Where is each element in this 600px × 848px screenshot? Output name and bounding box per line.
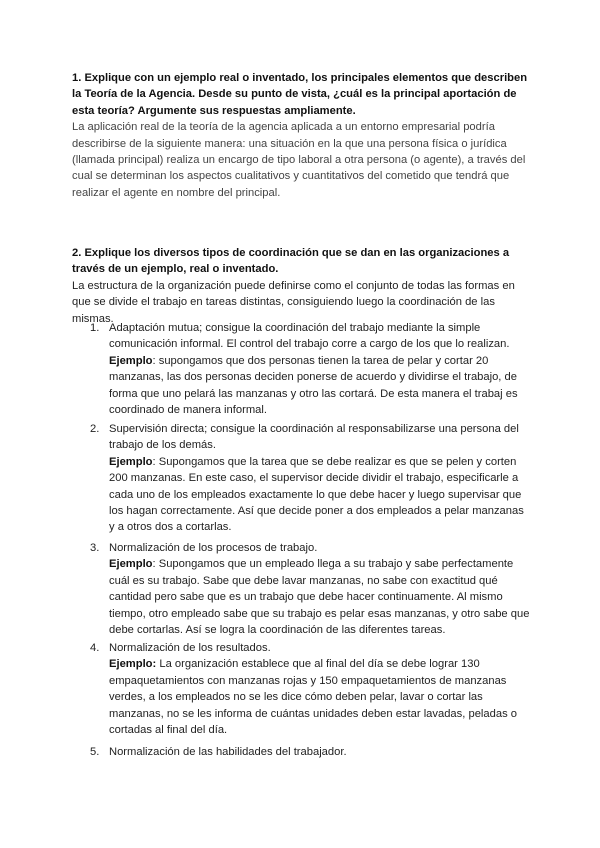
example-line: los hagan correctamente. Así que decide poner a dos empleados a pelar manzanas — [109, 505, 524, 518]
example-line: verdes, a los empleados no se les dice cómo deben pelar, lavar o cortar las — [109, 691, 483, 704]
example-text: : Supongamos que la tarea que se debe realizar es que se pelen y corten — [152, 455, 517, 468]
list-item-5 — [90, 744, 347, 760]
example-line: cada uno de los empleados exactamente lo que debe hacer y luego supervisar que — [109, 488, 522, 501]
answer-line: cual se determinan los aspectos cualitativos y cuantitativos del cometido que tendrá que — [72, 170, 510, 183]
item-line: trabajo de los demás. — [109, 439, 216, 452]
example-line: coordinado de manera informal. — [109, 404, 267, 417]
example-line: cortadas al final del día. — [109, 724, 228, 737]
example-line: manzanas, no se les informa de cuántas unidades deben estar lavadas, peladas o — [109, 707, 517, 720]
example-label: Ejemplo — [109, 455, 153, 468]
example-line: manzanas, las dos personas deciden ponerse de acuerdo y dividirse el trabajo, de — [109, 371, 517, 384]
item-line: Adaptación mutua; consigue la coordinación del trabajo mediante la simple — [109, 322, 481, 334]
heading-line: 2. Explique los diversos tipos de coordinación que se dan en las organizaciones a — [72, 247, 510, 259]
question-1 — [72, 70, 527, 201]
example-line: cuál es su trabajo. Sabe que debe lavar manzanas, no sabe con exactitud qué — [109, 574, 498, 587]
question-1-answer — [72, 119, 527, 201]
question-2-heading — [72, 245, 515, 278]
item-line: Normalización de los resultados. — [109, 642, 271, 654]
example-text: : supongamos que dos personas tienen la tarea de pelar y cortar 20 — [152, 354, 489, 367]
list-number: 5. — [90, 746, 100, 758]
example-label: Ejemplo — [109, 558, 153, 571]
answer-line: La estructura de la organización puede definirse como el conjunto de todas las formas en — [72, 279, 515, 292]
list-item-3 — [90, 540, 529, 638]
item-line: Normalización de los procesos de trabajo. — [109, 542, 318, 554]
example-label: Ejemplo: — [109, 658, 157, 671]
example-text: : Supongamos que un empleado llega a su trabajo y sabe perfectamente — [152, 558, 514, 571]
item-line: comunicación informal. El control del trabajo corre a cargo de los que lo realizan. — [109, 338, 510, 351]
example-label: Ejemplo — [109, 354, 153, 367]
question-1-heading — [72, 70, 527, 119]
example-line: forma que uno pelará las manzanas y otro las cortará. De esta manera el trabaj es — [109, 387, 518, 400]
answer-line: mismas. — [72, 312, 114, 325]
example-line: y a otros dos a cortarlas. — [109, 521, 232, 534]
heading-line: 1. Explique con un ejemplo real o inventado, los principales elementos que describen — [72, 72, 528, 84]
item-line: Normalización de las habilidades del trabajador. — [109, 746, 347, 758]
answer-line: (llamada principal) realiza un encargo de tipo laboral a otra persona (o agente), a través del — [72, 154, 526, 167]
example-line: cantidad pero sabe que es un trabajo que debe hacer continuamente. Al mismo — [109, 591, 503, 604]
list-item-4 — [90, 640, 517, 738]
example-line: debe cortarlas. Así se logra la coordinación de las diferentes tareas. — [109, 624, 446, 637]
heading-line: la Teoría de la Agencia. Desde su punto de vista, ¿cuál es la principal aportación de — [72, 88, 517, 101]
answer-line: realizar el agente en nombre del principal. — [72, 186, 281, 199]
example-line: empaquetamientos con manzanas rojas y 150 empaquetamientos de manzanas — [109, 674, 507, 687]
list-number: 1. — [90, 322, 100, 334]
list-number: 3. — [90, 542, 100, 554]
list-item-1 — [90, 320, 518, 418]
item-line: Supervisión directa; consigue la coordinación al responsabilizarse una persona del — [109, 423, 519, 435]
heading-line: esta teoría? Argumente sus respuestas ampliamente. — [72, 104, 356, 117]
answer-line: La aplicación real de la teoría de la agencia aplicada a un entorno empresarial podría — [72, 121, 495, 134]
answer-line: describirse de la siguiente manera: una situación en la que una persona física o jurídica — [72, 137, 507, 150]
example-text: La organización establece que al final del día se debe lograr 130 — [156, 658, 480, 671]
list-item-2 — [90, 421, 524, 536]
answer-line: que se divide el trabajo en tareas distintas, consiguiendo luego la coordinación de las — [72, 296, 495, 309]
example-line: tiempo, otro empleado sabe que su trabajo es pelar esas manzanas, y otro sabe que — [109, 607, 530, 620]
list-number: 4. — [90, 642, 100, 654]
list-number: 2. — [90, 423, 100, 435]
question-2 — [72, 245, 515, 327]
heading-line: través de un ejemplo, real o inventado. — [72, 263, 279, 276]
example-line: 200 manzanas. En este caso, el supervisor decide dividir el trabajo, especificarle a — [109, 472, 519, 485]
